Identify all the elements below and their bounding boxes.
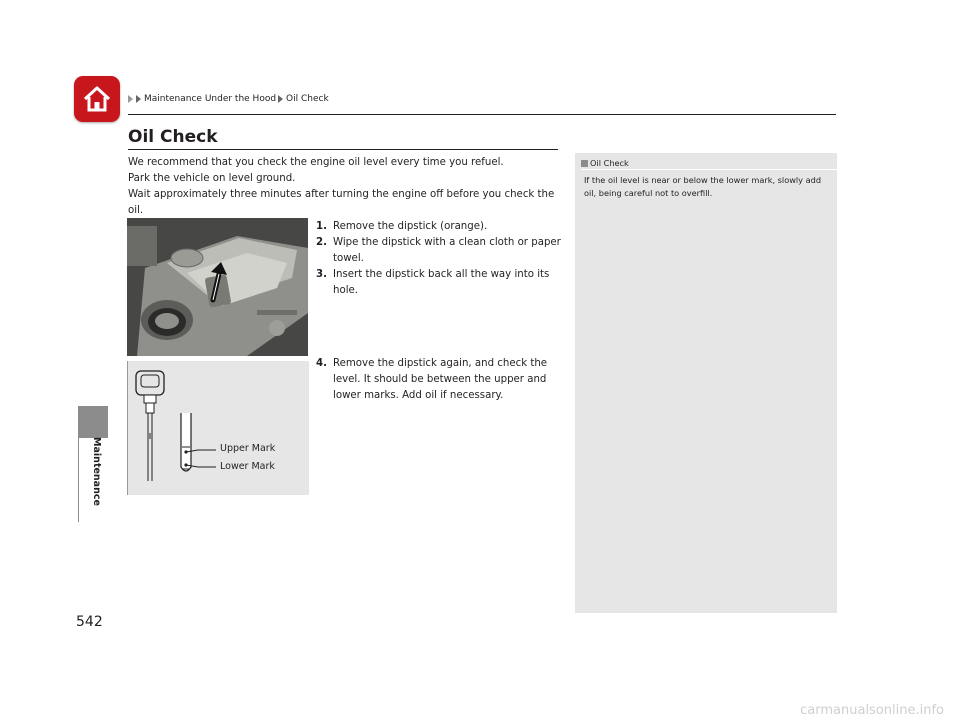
intro-line: Park the vehicle on level ground.	[128, 173, 296, 184]
breadcrumb-arrow-icon	[136, 95, 141, 103]
section-tab-rule	[78, 438, 79, 522]
dipstick-drawing	[128, 361, 309, 495]
section-tab[interactable]	[78, 406, 108, 438]
step-text: Remove the dipstick (orange).	[333, 221, 488, 232]
breadcrumb-arrow-icon	[278, 95, 283, 103]
step-item	[316, 267, 566, 299]
page-number: 542	[76, 614, 103, 630]
note-rule	[581, 169, 837, 170]
home-button[interactable]	[74, 76, 120, 122]
step-text: Insert the dipstick back all the way into its hole.	[333, 269, 550, 296]
breadcrumb	[128, 94, 329, 104]
step-item	[316, 235, 566, 267]
step-number: 1.	[316, 221, 327, 232]
step-item	[316, 356, 566, 404]
step-text: Wipe the dipstick with a clean cloth or paper towel.	[333, 237, 561, 264]
engine-bay-drawing	[127, 218, 308, 356]
dipstick-illustration	[127, 361, 309, 495]
step-number: 2.	[316, 237, 327, 248]
step-item	[316, 219, 566, 235]
home-icon	[81, 83, 113, 115]
lower-mark-label: Lower Mark	[220, 461, 275, 472]
section-tab-label: Maintenance	[90, 437, 102, 506]
intro-line: We recommend that you check the engine oil level every time you refuel.	[128, 157, 504, 168]
breadcrumb-arrow-icon	[128, 95, 133, 103]
page-title: Oil Check	[128, 127, 218, 147]
upper-mark-label: Upper Mark	[220, 443, 276, 454]
watermark: carmanualsonline.info	[800, 703, 944, 718]
breadcrumb-item-oil-check[interactable]: Oil Check	[286, 94, 329, 104]
intro-line: Wait approximately three minutes after turning the engine off before you check the oil.	[128, 189, 555, 216]
header-rule	[128, 114, 836, 115]
note-box	[575, 153, 837, 613]
step-number: 4.	[316, 358, 327, 369]
breadcrumb-item-maintenance-under-hood[interactable]: Maintenance Under the Hood	[144, 94, 277, 104]
note-text: If the oil level is near or below the lower mark, slowly add oil, being careful not to overfill.	[584, 175, 822, 198]
title-rule	[128, 149, 558, 150]
note-heading	[581, 158, 629, 168]
intro-text	[128, 155, 560, 219]
engine-bay-illustration	[127, 218, 308, 356]
note-heading-text: Oil Check	[590, 158, 629, 168]
note-marker-icon	[581, 160, 588, 167]
step-text: Remove the dipstick again, and check the level. It should be between the upper and lower marks. Add oil if necessary.	[333, 358, 548, 401]
steps-list-1	[316, 219, 566, 299]
steps-list-2	[316, 356, 566, 404]
step-number: 3.	[316, 269, 327, 280]
